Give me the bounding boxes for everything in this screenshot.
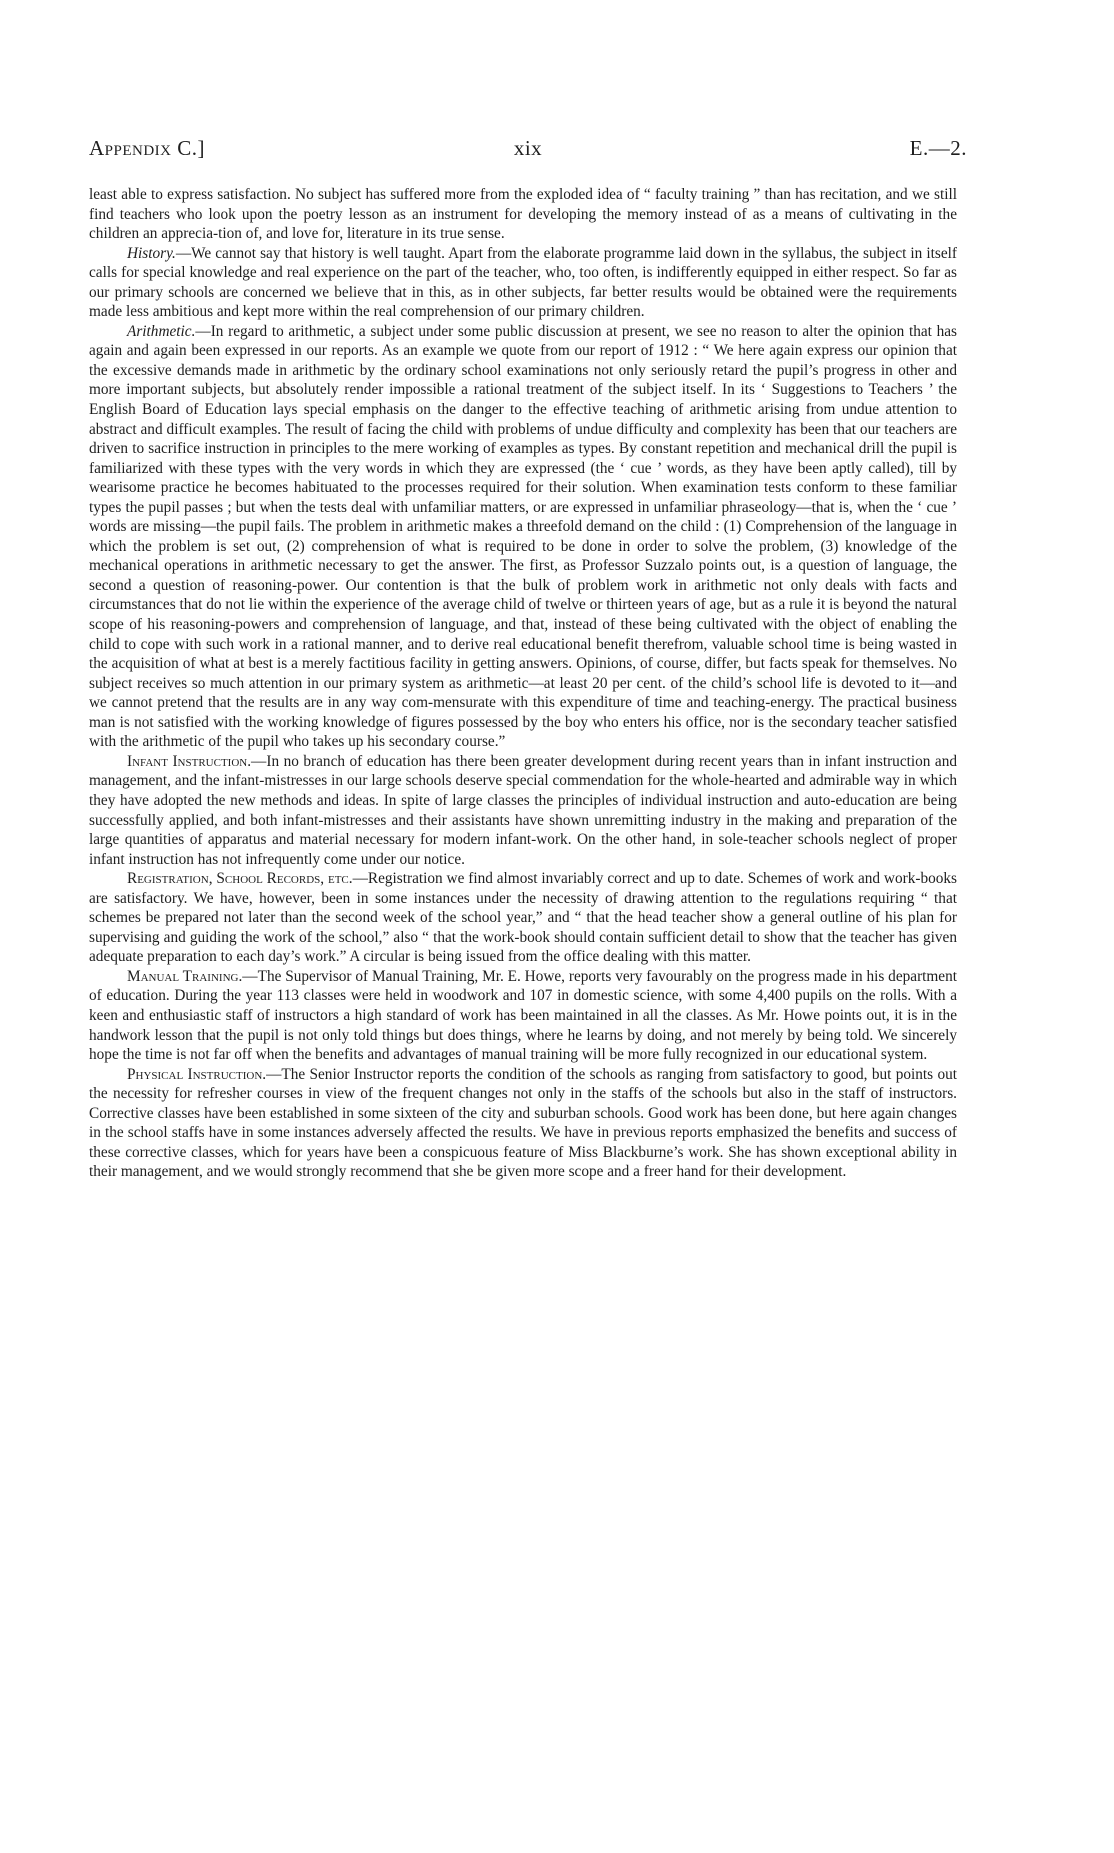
paragraph-text: —Registration we find almost invariably correct and up to date. Schemes of work and work-books are satisfactory. We have, however, been in some instances under the necessity of drawing attention to the regulations requiring “ that schemes be prepared not later than the second week of the school year,” and “ that the head teacher show a general outline of his plan for supervising and guiding the work of the school,” also “ that the work-book should contain sufficient detail to show that the teacher has given adequate preparation to each day’s work.” A circular is being issued from the office dealing with this matter. [89,870,957,966]
header-document-code: E.—2. [909,136,967,160]
paragraph-recitation [89,185,957,244]
paragraph-text: —In no branch of education has there been greater development during recent years than in infant instruction and management, and the infant-mistresses in our large schools deserve special commendation for the whole-hearted and admirable way in which they have adopted the new methods and ideas. In spite of large classes the principles of individual instruction and auto-education are being successfully applied, and both infant-mistresses and their assistants have shown unremitting industry in the making and preparation of the large quantities of apparatus and material necessary for modern infant-work. On the other hand, in sole-teacher schools neglect of proper infant instruction has not infrequently come under our notice. [89,752,958,868]
paragraph-infant-instruction [89,752,957,869]
header-page-number: xix [513,136,543,160]
section-heading-infant-instruction: Infant Instruction. [127,752,252,770]
paragraph-text: —The Supervisor of Manual Training, Mr. E. Howe, reports very favourably on the progress made in his department of education. During the year 113 classes were held in woodwork and 107 in domestic science, with some 4,400 pupils on the rolls. With a keen and enthusiastic staff of instructors a high standard of work has been maintained in all the classes. As Mr. Howe points out, it is in the handwork lesson that the pupil is not only told things but does things, where he learns by doing, and not merely by being told. We sincerely hope the time is not far off when the benefits and advantages of manual training will be more fully recognized in our educational system. [89,967,957,1064]
section-heading-physical-instruction: Physical Instruction. [127,1065,267,1083]
header-appendix: Appendix C.] [89,136,206,160]
paragraph-arithmetic [89,322,957,752]
section-heading-registration: Registration, School Records, etc. [127,870,353,888]
paragraph-text: —In regard to arithmetic, a subject under some public discussion at present, we see no reason to alter the opinion that has again and again been expressed in our reports. As an example we quote from our report of 1912 : “ We here again express our opinion that the excessive demands made in arithmetic by the ordinary school examinations not only seriously retard the pupil’s progress in other and more important subjects, but absolutely render impossible a rational treatment of the subject itself. In its ‘ Suggestions to Teachers ’ the English Board of Education lays special emphasis on the danger to the effective teaching of arithmetic arising from undue attention to abstract and difficult examples. The result of facing the child with problems of undue difficulty and complexity has been that our teachers are driven to sacrifice instruction in principles to the mere working of examples as types. By constant repetition and mechanical drill the pupil is familiarized with these types with the very words in which they are expressed (the ‘ cue ’ words, as they have been aptly called), till by wearisome practice he becomes habituated to the processes required for their solution. When examination tests conform to these familiar types the pupil passes ; but when the tests deal with unfamiliar matters, or are expressed in unfamiliar phraseology—that is, when the ‘ cue ’ words are missing—the pupil fails. The problem in arithmetic makes a threefold demand on the child : (1) Comprehension of the language in which the problem is set out, (2) comprehension of what is required to be done in order to solve the problem, (3) knowledge of the mechanical operations in arithmetic necessary to get the answer. The first, as Professor Suzzalo points out, is a question of language, the second a question of reasoning-power. Our contention is that the bulk of problem work in arithmetic not only deals with facts and circumstances that do not lie within the experience of the average child of twelve or thirteen years of age, but as a rule it is beyond the natural scope of his reasoning-powers and comprehension of language, and that, instead of these being cultivated with the object of enabling the child to cope with such work in a rational manner, and to derive real educational benefit therefrom, valuable school time is being wasted in the acquisition of what at best is a merely factitious facility in getting answers. Opinions, of course, differ, but facts speak for themselves. No subject receives so much attention in our primary system as arithmetic—at least 20 per cent. of the child’s school life is devoted to it—and we cannot pretend that the results are in any way com-mensurate with this expenditure of time and teaching-energy. The practical business man is not satisfied with the working knowledge of figures possessed by the boy who enters his office, nor is the secondary teacher satisfied with the arithmetic of the pupil who takes up his secondary course.” [89,322,957,751]
section-heading-history: History. [127,244,176,262]
section-heading-arithmetic: Arithmetic. [127,322,196,340]
paragraph-registration [89,869,957,967]
paragraph-history [89,244,957,322]
paragraph-physical-instruction [89,1065,957,1182]
paragraph-text: —We cannot say that history is well taught. Apart from the elaborate programme laid down in the syllabus, the subject in itself calls for special knowledge and real experience on the part of the teacher, who, too often, is indifferently equipped in either respect. So far as our primary schools are concerned we believe that in this, as in other subjects, far better results would be obtained were the requirements made less ambitious and kept more within the real comprehension of our primary children. [89,244,957,321]
section-heading-manual-training: Manual Training. [127,967,243,985]
page-header [89,136,967,170]
paragraph-manual-training [89,967,957,1065]
paragraph-text: —The Senior Instructor reports the condition of the schools as ranging from satisfactory to good, but points out the necessity for refresher courses in view of the frequent changes not only in the staffs of the schools but also in the staff of instructors. Corrective classes have been established in some sixteen of the city and suburban schools. Good work has been done, but here again changes in the school staffs have in some instances adversely affected the results. We have in previous reports emphasized the benefits and success of these corrective classes, which for years have been a conspicuous feature of Miss Blackburne’s work. She has shown exceptional ability in their management, and we would strongly recommend that she be given more scope and a freer hand for their development. [89,1065,957,1181]
paragraph-text: least able to express satisfaction. No subject has suffered more from the exploded idea of “ faculty training ” than has recitation, and we still find teachers who look upon the poetry lesson as an instrument for developing the memory instead of as a means of cultivating in the children an apprecia-tion of, and love for, literature in its true sense. [89,186,957,243]
page-body [89,185,957,1182]
